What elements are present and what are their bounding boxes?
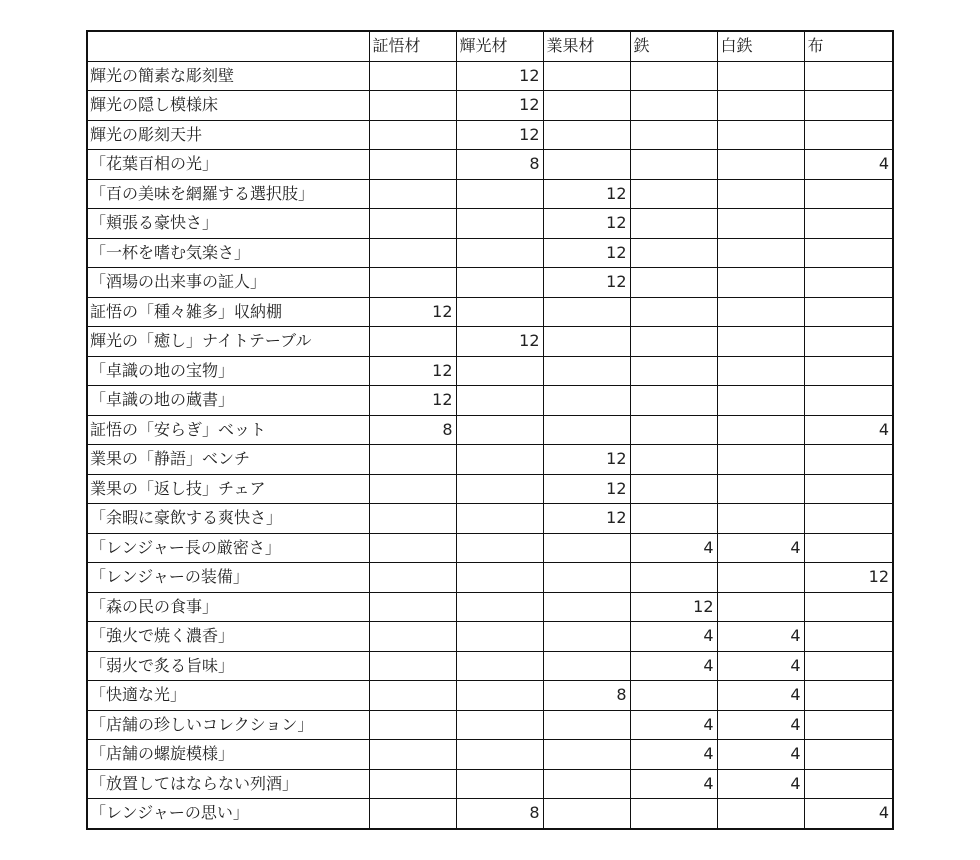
quantity-cell[interactable] [543,563,630,593]
quantity-cell[interactable]: 12 [456,120,543,150]
quantity-cell[interactable] [804,209,893,239]
quantity-cell[interactable] [456,356,543,386]
item-name-cell[interactable]: 輝光の隠し模様床 [87,91,369,121]
quantity-cell[interactable] [804,710,893,740]
table-row [87,504,893,534]
table-row [87,268,893,298]
quantity-cell[interactable] [804,504,893,534]
quantity-cell[interactable]: 12 [543,474,630,504]
quantity-cell[interactable] [543,415,630,445]
quantity-cell[interactable] [456,710,543,740]
item-name-cell[interactable]: 「放置してはならない列酒」 [87,769,369,799]
quantity-cell[interactable] [717,150,804,180]
quantity-cell[interactable]: 4 [717,622,804,652]
quantity-cell[interactable] [369,327,456,357]
quantity-cell[interactable] [630,268,717,298]
table-row [87,622,893,652]
header-cell-cloth[interactable]: 布 [804,31,893,61]
quantity-cell[interactable] [630,297,717,327]
quantity-cell[interactable] [543,386,630,416]
quantity-cell[interactable]: 12 [456,327,543,357]
quantity-cell[interactable] [717,474,804,504]
header-cell-item[interactable] [87,31,369,61]
quantity-cell[interactable] [717,592,804,622]
table-row [87,386,893,416]
table-row [87,150,893,180]
table-row [87,297,893,327]
quantity-cell[interactable] [369,769,456,799]
quantity-cell[interactable] [804,297,893,327]
table-row [87,769,893,799]
quantity-cell[interactable] [804,268,893,298]
table-row [87,356,893,386]
quantity-cell[interactable] [369,61,456,91]
quantity-cell[interactable] [369,592,456,622]
item-name-cell[interactable]: 「一杯を嗜む気楽さ」 [87,238,369,268]
table-row [87,592,893,622]
quantity-cell[interactable]: 4 [717,769,804,799]
quantity-cell[interactable]: 12 [630,592,717,622]
quantity-cell[interactable] [543,533,630,563]
quantity-cell[interactable] [804,651,893,681]
quantity-cell[interactable] [630,563,717,593]
quantity-cell[interactable] [369,238,456,268]
item-name-cell[interactable]: 証悟の「安らぎ」ベット [87,415,369,445]
quantity-cell[interactable] [804,179,893,209]
item-name-cell[interactable]: 「卓識の地の蔵書」 [87,386,369,416]
quantity-cell[interactable]: 4 [630,769,717,799]
quantity-cell[interactable] [804,533,893,563]
quantity-cell[interactable] [456,268,543,298]
item-name-cell[interactable]: 「レンジャーの装備」 [87,563,369,593]
quantity-cell[interactable] [369,563,456,593]
quantity-cell[interactable]: 4 [630,651,717,681]
quantity-cell[interactable] [369,268,456,298]
item-name-cell[interactable]: 輝光の彫刻天井 [87,120,369,150]
quantity-cell[interactable]: 4 [717,681,804,711]
quantity-cell[interactable] [804,474,893,504]
quantity-cell[interactable]: 8 [456,150,543,180]
quantity-cell[interactable]: 12 [543,504,630,534]
quantity-cell[interactable] [717,268,804,298]
quantity-cell[interactable] [717,504,804,534]
quantity-cell[interactable] [717,445,804,475]
table-row [87,120,893,150]
item-name-cell[interactable]: 「店舗の螺旋模様」 [87,740,369,770]
quantity-cell[interactable] [456,238,543,268]
quantity-cell[interactable] [804,91,893,121]
quantity-cell[interactable] [804,238,893,268]
item-name-cell[interactable]: 証悟の「種々雑多」収納棚 [87,297,369,327]
quantity-cell[interactable] [804,769,893,799]
quantity-cell[interactable] [630,415,717,445]
quantity-cell[interactable] [717,356,804,386]
quantity-cell[interactable] [369,799,456,829]
quantity-cell[interactable] [804,592,893,622]
quantity-cell[interactable] [456,179,543,209]
quantity-cell[interactable] [630,799,717,829]
item-name-cell[interactable]: 「酒場の出来事の証人」 [87,268,369,298]
quantity-cell[interactable]: 8 [369,415,456,445]
item-name-cell[interactable]: 「百の美味を網羅する選択肢」 [87,179,369,209]
table-row [87,61,893,91]
quantity-cell[interactable] [630,209,717,239]
quantity-cell[interactable] [369,651,456,681]
quantity-cell[interactable]: 12 [456,91,543,121]
quantity-cell[interactable]: 8 [456,799,543,829]
quantity-cell[interactable] [804,740,893,770]
item-name-cell[interactable]: 業果の「返し技」チェア [87,474,369,504]
item-name-cell[interactable]: 輝光の簡素な彫刻壁 [87,61,369,91]
table-row [87,179,893,209]
quantity-cell[interactable]: 8 [543,681,630,711]
quantity-cell[interactable]: 4 [630,622,717,652]
quantity-cell[interactable] [630,91,717,121]
table-row [87,681,893,711]
item-name-cell[interactable]: 「レンジャーの思い」 [87,799,369,829]
header-cell-gouka[interactable]: 業果材 [543,31,630,61]
quantity-cell[interactable] [717,563,804,593]
quantity-cell[interactable] [543,710,630,740]
quantity-cell[interactable]: 4 [717,740,804,770]
quantity-cell[interactable] [456,209,543,239]
item-name-cell[interactable]: 「店舗の珍しいコレクション」 [87,710,369,740]
quantity-cell[interactable]: 12 [543,268,630,298]
quantity-cell[interactable] [456,740,543,770]
quantity-cell[interactable] [543,740,630,770]
quantity-cell[interactable] [543,592,630,622]
quantity-cell[interactable] [369,120,456,150]
quantity-cell[interactable]: 12 [456,61,543,91]
quantity-cell[interactable]: 12 [543,179,630,209]
table-row [87,710,893,740]
item-name-cell[interactable]: 「卓識の地の宝物」 [87,356,369,386]
quantity-cell[interactable] [717,799,804,829]
quantity-cell[interactable] [456,533,543,563]
quantity-cell[interactable]: 12 [369,386,456,416]
quantity-cell[interactable] [543,356,630,386]
quantity-cell[interactable] [369,533,456,563]
quantity-cell[interactable]: 4 [804,150,893,180]
quantity-cell[interactable]: 4 [717,533,804,563]
quantity-cell[interactable] [804,327,893,357]
quantity-cell[interactable]: 12 [369,356,456,386]
quantity-cell[interactable] [804,681,893,711]
quantity-cell[interactable] [456,445,543,475]
quantity-cell[interactable] [369,474,456,504]
quantity-cell[interactable] [456,297,543,327]
quantity-cell[interactable] [543,769,630,799]
quantity-cell[interactable] [456,681,543,711]
quantity-cell[interactable] [717,61,804,91]
item-name-cell[interactable]: 輝光の「癒し」ナイトテーブル [87,327,369,357]
quantity-cell[interactable] [630,150,717,180]
item-name-cell[interactable]: 「強火で焼く濃香」 [87,622,369,652]
header-row [87,31,893,61]
quantity-cell[interactable] [369,622,456,652]
quantity-cell[interactable] [804,445,893,475]
table-row [87,563,893,593]
item-name-cell[interactable]: 「快適な光」 [87,681,369,711]
item-name-cell[interactable]: 「レンジャー長の厳密さ」 [87,533,369,563]
quantity-cell[interactable] [369,681,456,711]
quantity-cell[interactable]: 12 [543,209,630,239]
quantity-cell[interactable] [630,474,717,504]
table-row [87,533,893,563]
table-body [87,61,893,829]
quantity-cell[interactable] [543,91,630,121]
table-row [87,799,893,829]
table-row [87,740,893,770]
quantity-cell[interactable] [456,474,543,504]
quantity-cell[interactable] [717,179,804,209]
quantity-cell[interactable] [630,681,717,711]
table-row [87,474,893,504]
quantity-cell[interactable] [630,356,717,386]
quantity-cell[interactable]: 4 [804,415,893,445]
quantity-cell[interactable] [717,238,804,268]
quantity-cell[interactable] [543,651,630,681]
quantity-cell[interactable]: 4 [804,799,893,829]
item-name-cell[interactable]: 業果の「静語」ベンチ [87,445,369,475]
materials-table [86,30,894,830]
table-row [87,445,893,475]
header-cell-iron[interactable]: 鉄 [630,31,717,61]
table-row [87,327,893,357]
quantity-cell[interactable] [717,209,804,239]
quantity-cell[interactable] [717,415,804,445]
item-name-cell[interactable]: 「花葉百相の光」 [87,150,369,180]
quantity-cell[interactable] [717,297,804,327]
quantity-cell[interactable] [456,622,543,652]
quantity-cell[interactable] [804,622,893,652]
quantity-cell[interactable] [804,356,893,386]
quantity-cell[interactable] [456,592,543,622]
quantity-cell[interactable] [369,504,456,534]
header-cell-kiko[interactable]: 輝光材 [456,31,543,61]
quantity-cell[interactable] [630,238,717,268]
quantity-cell[interactable] [456,386,543,416]
quantity-cell[interactable]: 4 [717,651,804,681]
quantity-cell[interactable] [630,386,717,416]
item-name-cell[interactable]: 「森の民の食事」 [87,592,369,622]
item-name-cell[interactable]: 「余暇に豪飲する爽快さ」 [87,504,369,534]
table-row [87,651,893,681]
quantity-cell[interactable] [369,150,456,180]
quantity-cell[interactable]: 4 [630,710,717,740]
quantity-cell[interactable] [369,710,456,740]
quantity-cell[interactable] [543,61,630,91]
quantity-cell[interactable]: 4 [630,740,717,770]
quantity-cell[interactable] [369,91,456,121]
quantity-cell[interactable]: 12 [543,445,630,475]
quantity-cell[interactable]: 12 [369,297,456,327]
quantity-cell[interactable] [630,61,717,91]
quantity-cell[interactable] [369,740,456,770]
item-name-cell[interactable]: 「頬張る豪快さ」 [87,209,369,239]
header-cell-white-iron[interactable]: 白鉄 [717,31,804,61]
quantity-cell[interactable] [717,91,804,121]
table-row [87,415,893,445]
quantity-cell[interactable] [804,61,893,91]
quantity-cell[interactable] [630,120,717,150]
quantity-cell[interactable] [369,209,456,239]
quantity-cell[interactable] [630,445,717,475]
quantity-cell[interactable] [456,651,543,681]
quantity-cell[interactable] [630,504,717,534]
quantity-cell[interactable] [804,120,893,150]
quantity-cell[interactable]: 4 [630,533,717,563]
quantity-cell[interactable] [543,327,630,357]
quantity-cell[interactable] [369,445,456,475]
quantity-cell[interactable] [543,622,630,652]
quantity-cell[interactable]: 12 [543,238,630,268]
quantity-cell[interactable] [717,386,804,416]
quantity-cell[interactable] [456,415,543,445]
quantity-cell[interactable] [456,504,543,534]
quantity-cell[interactable] [456,563,543,593]
quantity-cell[interactable] [543,297,630,327]
table-row [87,209,893,239]
item-name-cell[interactable]: 「弱火で炙る旨味」 [87,651,369,681]
table-row [87,238,893,268]
quantity-cell[interactable] [717,327,804,357]
quantity-cell[interactable] [630,179,717,209]
quantity-cell[interactable] [543,150,630,180]
table-row [87,91,893,121]
quantity-cell[interactable]: 4 [717,710,804,740]
quantity-cell[interactable] [369,179,456,209]
quantity-cell[interactable] [717,120,804,150]
quantity-cell[interactable]: 12 [804,563,893,593]
quantity-cell[interactable] [543,799,630,829]
quantity-cell[interactable] [804,386,893,416]
quantity-cell[interactable] [543,120,630,150]
quantity-cell[interactable] [456,769,543,799]
quantity-cell[interactable] [630,327,717,357]
header-cell-shogo[interactable]: 証悟材 [369,31,456,61]
